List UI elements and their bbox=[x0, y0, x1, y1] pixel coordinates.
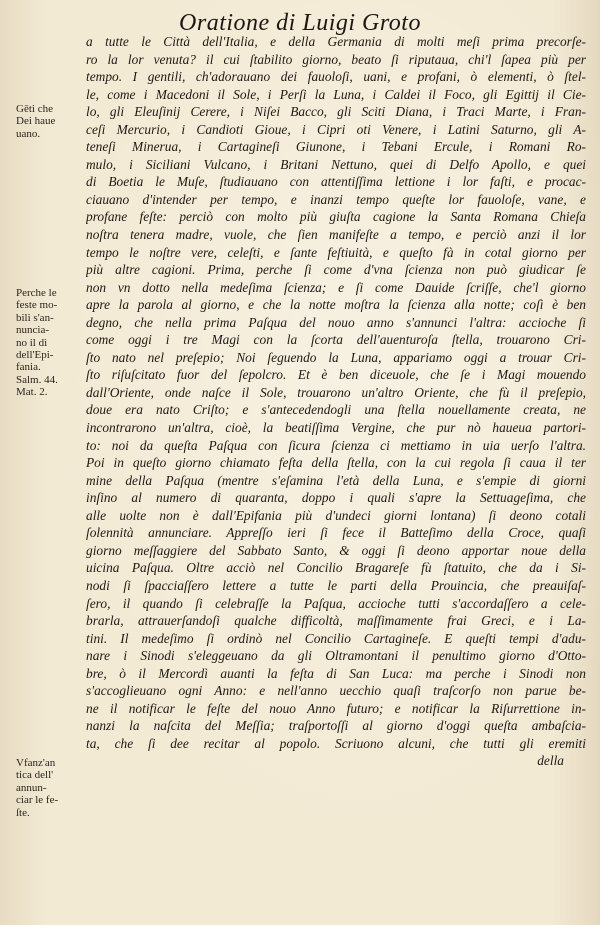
body-line: Poi in queſto giorno chiamato feſta della ſtella, con la cui regola ſi caua il ter bbox=[86, 455, 586, 471]
body-line: tempo le noſtre vere, celeſti, e ſante feſtiuità, e queſto fà in cotal giorno per bbox=[86, 244, 586, 260]
body-line: a tutte le Città dell'Italia, e della Germania di molti meſi prima precorſe- bbox=[86, 34, 586, 49]
body-text bbox=[86, 33, 586, 770]
margin-note-line: Dei haue bbox=[16, 115, 56, 128]
body-line: giorno meſſaggiere del Sabbato Santo, & oggi ſi deono apportar noue della bbox=[86, 542, 586, 558]
body-line: ceſi Mercurio, i Candioti Gioue, i Cipri oti Venere, i Latini Saturno, gli A- bbox=[86, 121, 586, 137]
margin-note-line: Vfanz'an bbox=[16, 757, 56, 769]
body-line: più altre cagioni. Prima, perche ſi come d'vna ſcienza non può giudicar ſe bbox=[86, 262, 586, 278]
body-line: ciauano d'intender per tempo, e inanzi tempo queſte lor fauoloſe, vane, e bbox=[86, 191, 586, 207]
margin-note-line: Mat. 2. bbox=[16, 386, 48, 399]
body-line: ſto riſuſcitato fuor del ſepolcro. Et è ben diceuole, che ſe i Magi mouendo bbox=[86, 367, 586, 383]
body-line: noſtra tenera madre, vuole, che ſien manifeſte a tempo, e perciò anzi il lor bbox=[86, 227, 586, 243]
body-line: tempo. I gentili, ch'adorauano dei fauoloſi, uani, e profani, ò elementi, ò ſtel- bbox=[86, 69, 586, 85]
body-line: lo, gli Eleuſinij Cerere, i Niſei Bacco, gli Sciti Diana, i Traci Marte, i Fran- bbox=[86, 104, 586, 120]
body-line: alle uolte non è dall'Epifania più d'undeci giorni lontana) ſi deono cotali bbox=[86, 507, 586, 523]
body-line: ro la lor venuta? il cui ſtabilito giorno, beato ſi riputaua, chi'l ſapea più per bbox=[86, 51, 586, 67]
body-line: ſto nato nel preſepio; Noi ſeguendo la Luna, appariamo oggi a trouar Cri- bbox=[86, 349, 586, 365]
body-line: tini. Il medeſimo ſi ordinò nel Concilio Cartagineſe. E queſti tempi d'adu- bbox=[86, 630, 586, 646]
body-line: doue era nato Criſto; e s'antecedendogli una ſtella nouellamente creata, ne bbox=[86, 402, 586, 418]
body-line: brarla, attrauerſandoſi qualche difficoltà, maſſimamente frai Greci, e i La- bbox=[86, 613, 586, 629]
body-line: ta, che ſi dee recitar al popolo. Scriuono alcuni, che tutti gli eremiti bbox=[86, 735, 586, 751]
margin-note-ancient-custom bbox=[16, 757, 82, 819]
body-line: incontrarono un'altra, cioè, la beatiſſima Vergine, che pur nò haueua partori- bbox=[86, 420, 586, 436]
body-line: mine della Paſqua (mentre s'eſamina l'età della Luna, e s'empie di giorni bbox=[86, 472, 586, 488]
body-line: profane feſte: perciò con molto più giuſta cagione la Santa Romana Chieſa bbox=[86, 209, 586, 225]
body-line: bre, ò il Mercordì auanti la feſta di San Luca: ma perche i Sinodi non bbox=[86, 665, 586, 681]
margin-note-line: tica dell' bbox=[16, 769, 54, 782]
margin-note-line: Perche le bbox=[16, 287, 57, 299]
body-line: teneſi Minerua, i Cartagineſi Giunone, i Tebani Ercule, i Romani Ro- bbox=[86, 139, 586, 155]
margin-note-line: uano. bbox=[16, 127, 41, 140]
margin-note-line: no il dì bbox=[16, 336, 48, 349]
margin-note-line: fania. bbox=[16, 361, 41, 374]
body-line: ne il notificar le feſte del nouo Anno futuro; e notificar la Riſurrettione in- bbox=[86, 700, 586, 716]
body-line: s'accoglieuano ogni Anno: e nell'anno uecchio quaſi traſcorſo non parue be- bbox=[86, 683, 586, 699]
margin-note-line: bili s'an- bbox=[16, 311, 54, 324]
body-line: dall'Oriente, onde naſce il Sole, trouarono un'altro Oriente, che fù il preſepio, bbox=[86, 384, 586, 400]
body-line: come oggi i tre Magi con la ſcorta dell'auenturoſa ſtella, trouarono Cri- bbox=[86, 332, 586, 348]
margin-note-line: annun- bbox=[16, 781, 47, 794]
margin-note-gentiles bbox=[16, 103, 82, 140]
running-head: Oratione di Luigi Groto bbox=[179, 10, 421, 36]
body-line: ſolennità annunciare. Appreſſo ieri ſi fece il Batteſimo della Croce, quaſi bbox=[86, 525, 586, 541]
margin-note-line: feste mo- bbox=[16, 299, 58, 312]
margin-note-line: Salm. 44. bbox=[16, 373, 58, 386]
margin-note-line: dell'Epi- bbox=[16, 349, 54, 362]
body-line: ſero, il quando ſi celebraſſe la Paſqua, accioche tutti s'accordaſſero a cele- bbox=[86, 595, 586, 611]
body-line: mulo, i Siciliani Vulcano, i Britani Nettuno, quei di Delfo Apollo, e quei bbox=[86, 156, 586, 172]
body-line: non vn dotto nella medeſima ſcienza; e ſi come Dauide ſcriſſe, che'l giorno bbox=[86, 279, 586, 295]
body-line: nanzi la naſcita del Meſſia; traſportoſſi al giorno d'oggi queſta ambaſcia- bbox=[86, 718, 586, 734]
catchword: della bbox=[537, 753, 564, 769]
margin-note-line: ciar le fe- bbox=[16, 794, 59, 807]
body-line: uicina Paſqua. Oltre acciò nel Concilio Bragareſe fù ſtatuito, che da i Si- bbox=[86, 560, 586, 576]
body-line: apre la parola al giorno, e che la notte moſtra la ſcienza alla notte; coſì è ben bbox=[86, 297, 586, 313]
body-line: di Boetia le Muſe, ſtudiauano con attentiſſima lettione i lor faſti, e procac- bbox=[86, 174, 586, 190]
margin-note-line: Gēti che bbox=[16, 103, 53, 115]
body-line: to: noi da queſta Paſqua con ſicura ſcienza ci mettiamo in uia uerſo l'altra. bbox=[86, 437, 586, 453]
body-line: degno, che nella prima Paſqua del nouo anno s'annunci l'altra: accioche ſi bbox=[86, 314, 586, 330]
margin-note-line: nuncia- bbox=[16, 324, 49, 337]
margin-note-line: ſte. bbox=[16, 806, 30, 819]
body-line: nare i Sinodi s'eleggeuano da gli Oltramontani il penultimo giorno d'Otto- bbox=[86, 648, 586, 664]
body-line: inſino al numero di quaranta, doppo i quali s'apre la Settuageſima, che bbox=[86, 490, 586, 506]
body-line: nodi ſi ſpacciaſſero lettere a tutte le parti della Prouincia, che preauiſaſ- bbox=[86, 577, 586, 593]
margin-note-movable-feasts bbox=[16, 287, 82, 399]
body-line: le, come i Macedoni il Sole, i Perſi la Luna, i Caldei il Foco, gli Egittij il Cie- bbox=[86, 86, 586, 102]
